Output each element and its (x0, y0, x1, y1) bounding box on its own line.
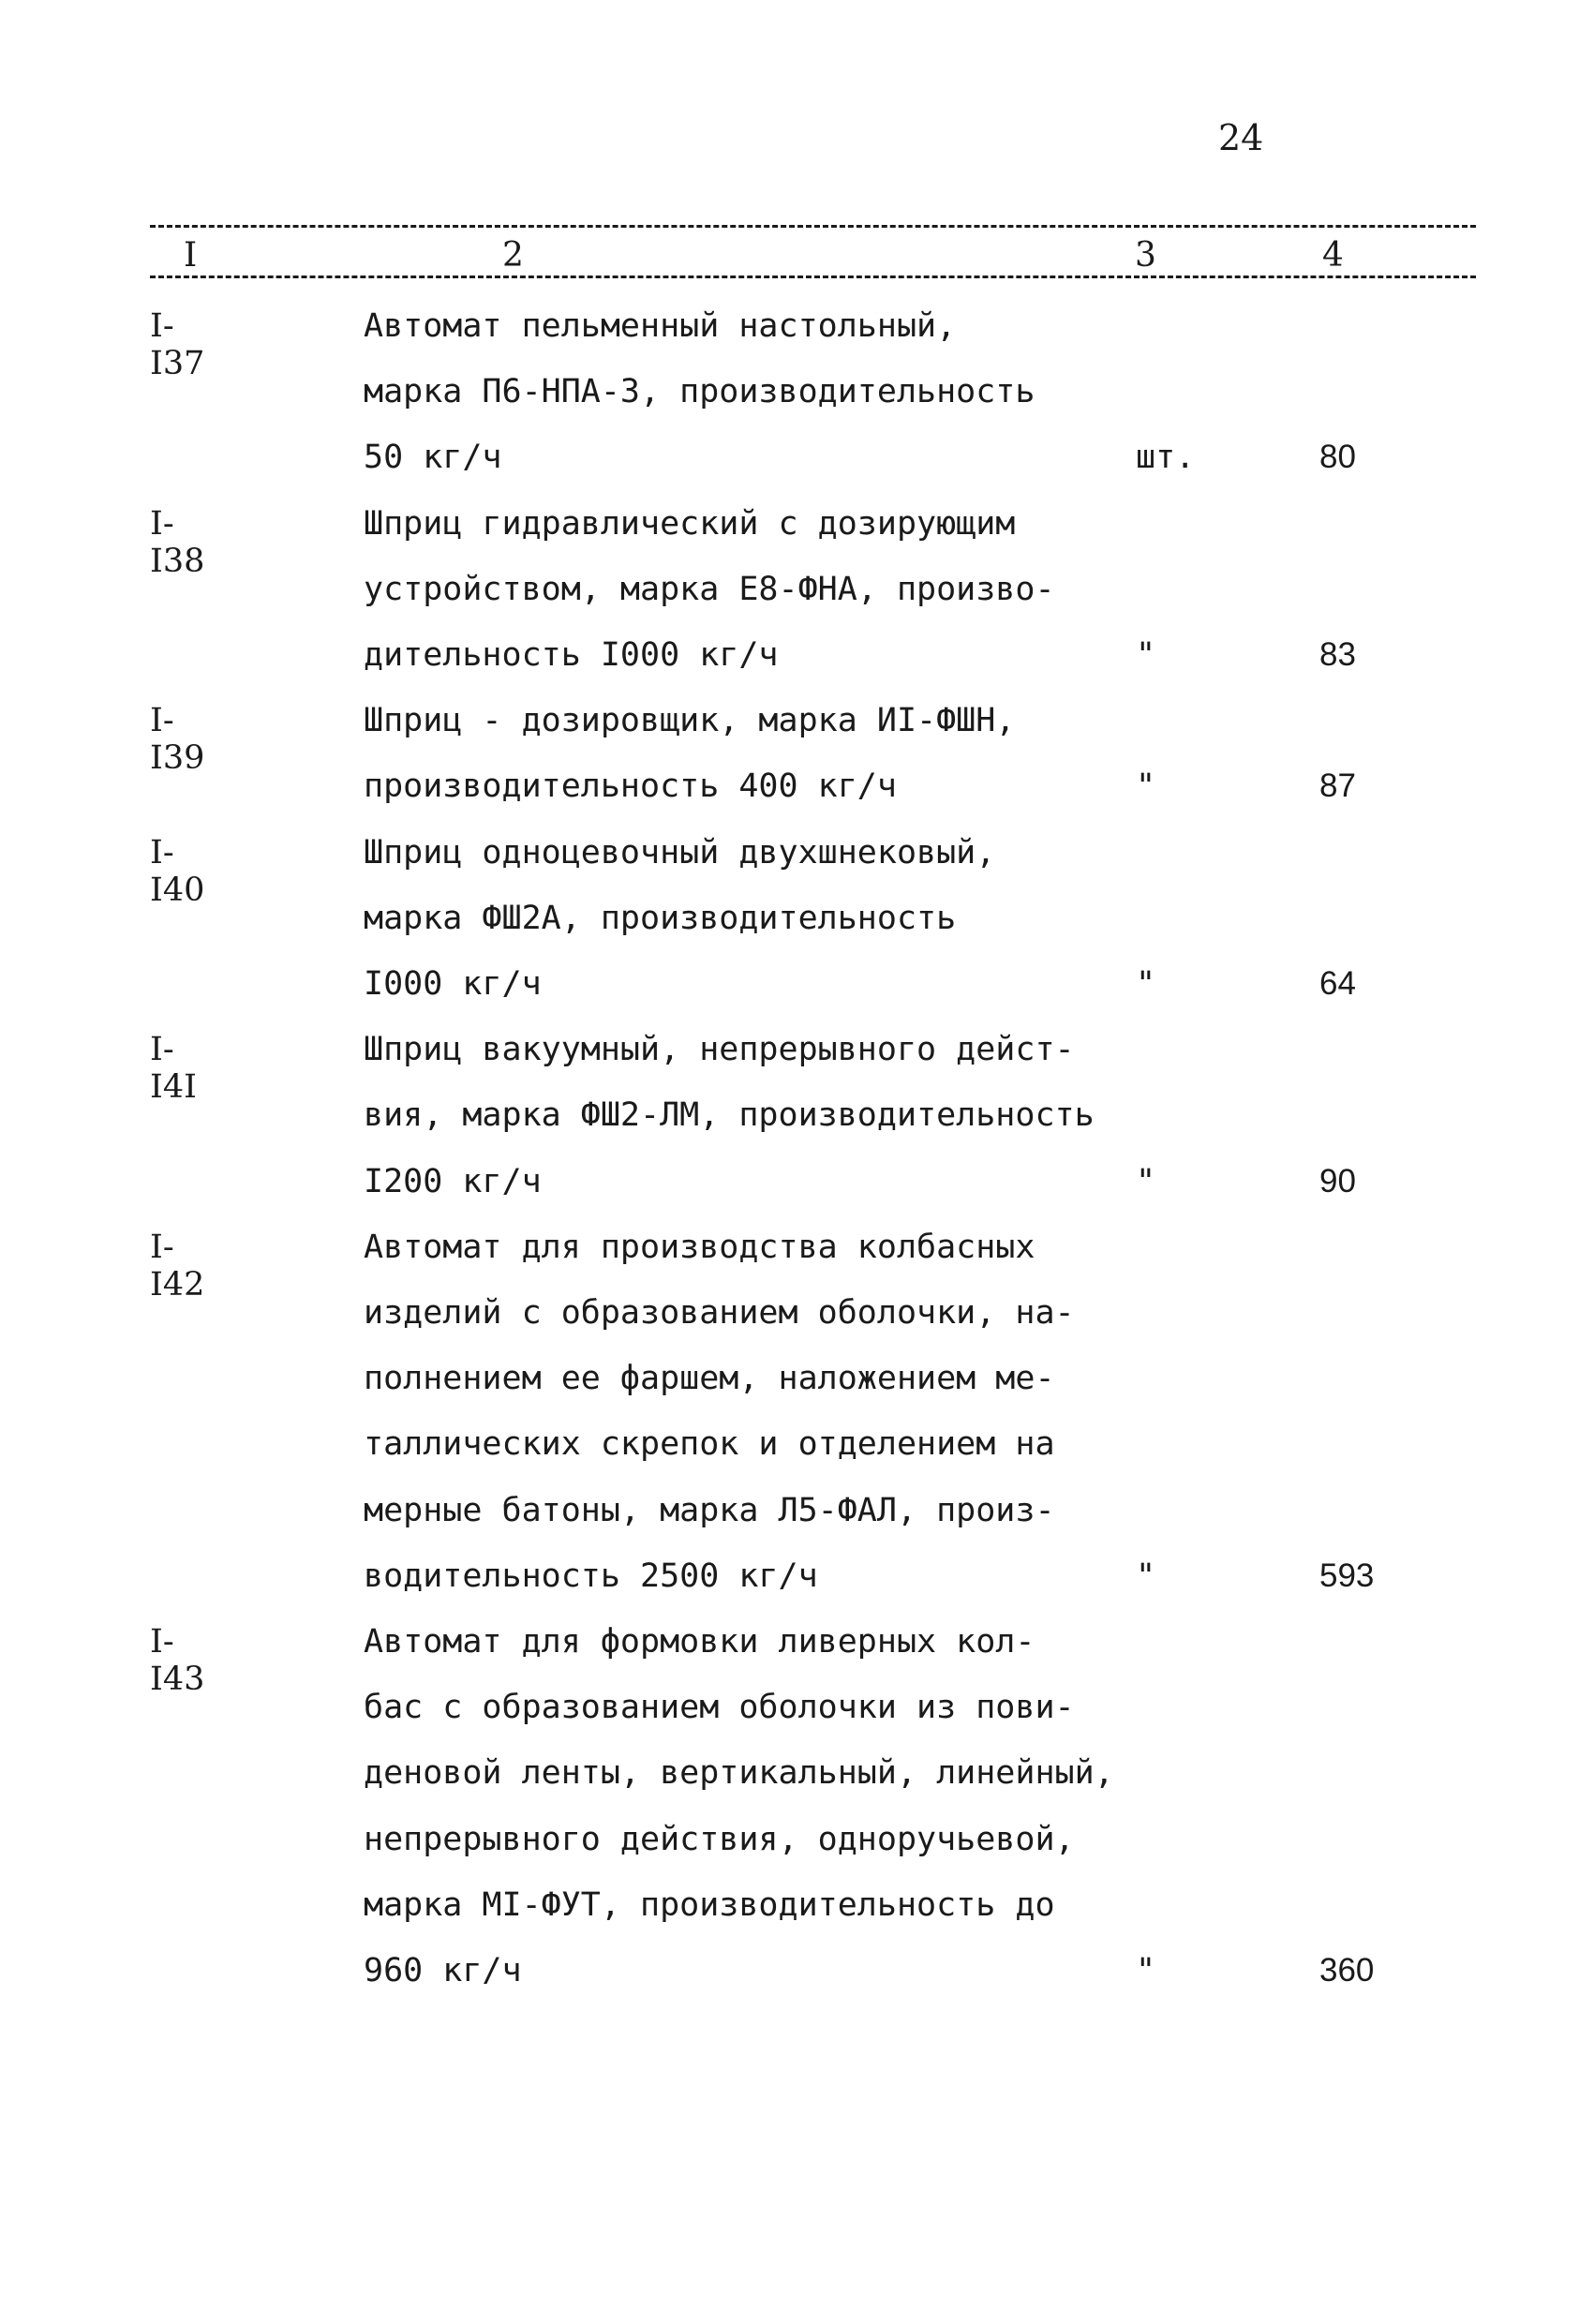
item-unit: " (1136, 767, 1156, 805)
item-description-line: полнением ее фаршем, наложением ме- (364, 1360, 1055, 1397)
column-2-header: 2 (497, 236, 529, 275)
item-code: I-I4I (150, 1031, 197, 1106)
item-code: I-I39 (150, 702, 205, 777)
item-unit: " (1136, 636, 1156, 674)
item-description-line: деновой ленты, вертикальный, линейный, (364, 1754, 1114, 1792)
item-description-line: Шприц - дозировщик, марка ИI-ФШН, (364, 702, 1016, 739)
item-quantity: 83 (1319, 636, 1356, 673)
item-description-line: бас с образованием оболочки из пови- (364, 1689, 1075, 1726)
item-description-line: Шприц гидравлический с дозирующим (364, 505, 1016, 543)
item-description-line: Шприц вакуумный, непрерывного дейст- (364, 1031, 1075, 1068)
item-code: I-I38 (150, 505, 205, 580)
item-description-line: вия, марка ФШ2-ЛМ, производительность (364, 1096, 1095, 1134)
column-4-header: 4 (1317, 236, 1349, 275)
item-description-line: марка П6-НПА-3, производительность (364, 373, 1035, 410)
item-description-line: мерные батоны, марка Л5-ФАЛ, произ- (364, 1492, 1055, 1529)
item-description-line: изделий с образованием оболочки, на- (364, 1294, 1075, 1332)
item-description-line: марка ФШ2А, производительность (364, 900, 957, 937)
column-3-header: 3 (1129, 236, 1162, 275)
item-description-line: производительность 400 кг/ч (364, 767, 897, 805)
item-quantity: 80 (1319, 439, 1356, 475)
item-code: I-I37 (150, 307, 205, 382)
item-description-line: I200 кг/ч (364, 1163, 542, 1200)
item-quantity: 90 (1319, 1163, 1356, 1199)
item-quantity: 360 (1319, 1952, 1375, 1989)
item-code: I-I40 (150, 834, 205, 909)
item-description-line: устройством, марка Е8-ФНА, произво- (364, 571, 1055, 608)
item-code: I-I43 (150, 1623, 205, 1698)
item-quantity: 593 (1319, 1557, 1375, 1594)
item-code: I-I42 (150, 1229, 205, 1304)
item-unit: " (1136, 1952, 1156, 1989)
item-quantity: 87 (1319, 767, 1356, 804)
item-description-line: I000 кг/ч (364, 965, 542, 1003)
table-header (150, 217, 1476, 285)
item-unit: " (1136, 965, 1156, 1003)
item-description-line: Автомат для производства колбасных (364, 1229, 1035, 1266)
item-description-line: таллических скрепок и отделением на (364, 1425, 1055, 1463)
item-unit: " (1136, 1557, 1156, 1595)
item-description-line: водительность 2500 кг/ч (364, 1557, 818, 1595)
item-description-line: марка МI-ФУТ, производительность до (364, 1886, 1055, 1924)
item-description-line: непрерывного действия, одноручьевой, (364, 1821, 1075, 1858)
item-description-line: 960 кг/ч (364, 1952, 522, 1989)
page-number: 24 (1218, 117, 1264, 158)
item-description-line: дительность I000 кг/ч (364, 636, 779, 674)
item-description-line: Шприц одноцевочный двухшнековый, (364, 834, 996, 872)
item-quantity: 64 (1319, 965, 1356, 1002)
item-description-line: Автомат пельменный настольный, (364, 307, 957, 345)
item-unit: " (1136, 1163, 1156, 1200)
item-unit: шт. (1136, 439, 1196, 476)
item-description-line: 50 кг/ч (364, 439, 502, 476)
header-bottom-rule (150, 276, 1476, 278)
item-description-line: Автомат для формовки ливерных кол- (364, 1623, 1035, 1661)
column-1-header: I (178, 236, 202, 275)
header-top-rule (150, 225, 1476, 228)
